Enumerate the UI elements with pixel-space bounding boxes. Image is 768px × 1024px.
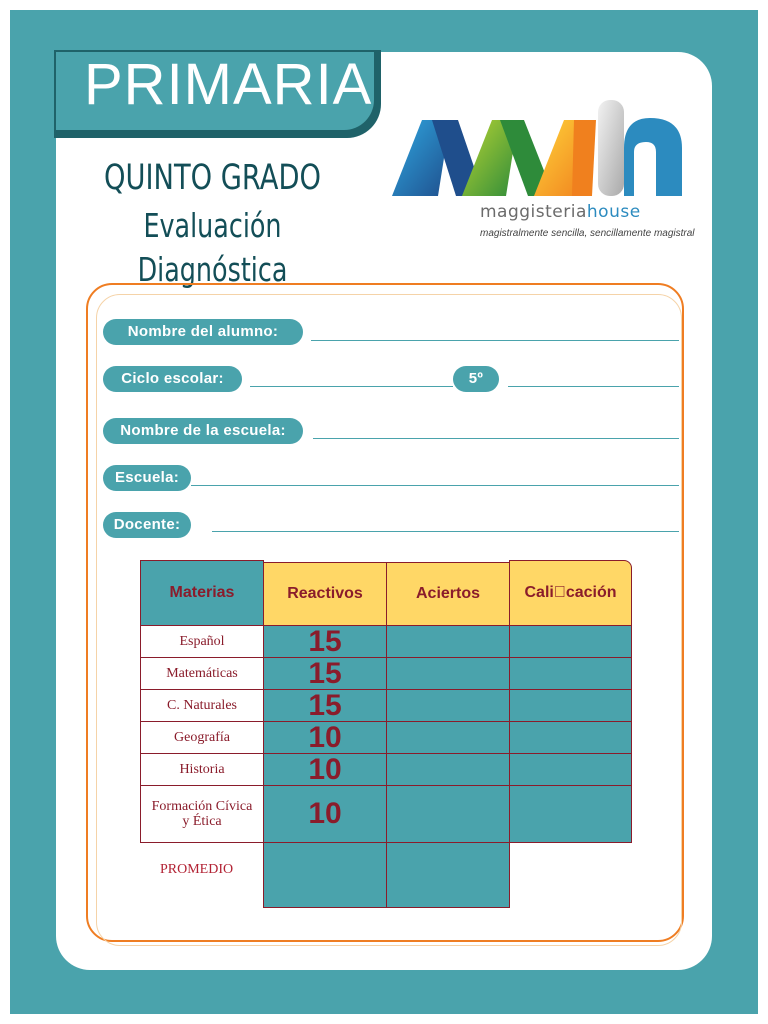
subject-cell: C. Naturales [140,689,264,722]
items-cell: 10 [263,785,387,843]
correct-cell[interactable] [386,689,510,722]
items-cell: 10 [263,721,387,754]
header-subjects: Materias [140,560,264,626]
school-cycle-line[interactable] [250,386,453,387]
average-correct-cell[interactable] [386,842,510,908]
school-name-line[interactable] [313,438,679,439]
subject-cell: Geografía [140,721,264,754]
school-label: Escuela: [103,465,191,491]
correct-cell[interactable] [386,625,510,658]
logo-wordmark-part1: maggisteria [480,202,587,222]
correct-cell[interactable] [386,721,510,754]
subject-cell: Historia [140,753,264,786]
grade-title: QUINTO GRADO [103,158,321,198]
items-cell: 10 [263,753,387,786]
grade-cell[interactable] [509,625,632,658]
grade-cell[interactable] [509,753,632,786]
level-title: PRIMARIA [84,52,373,117]
subject-cell: Español [140,625,264,658]
school-line[interactable] [191,485,679,486]
teacher-line[interactable] [212,531,679,532]
header-correct: Aciertos [386,562,510,626]
items-cell: 15 [263,625,387,658]
average-label: PROMEDIO [160,862,234,877]
student-name-line[interactable] [311,340,679,341]
correct-cell[interactable] [386,657,510,690]
logo-tagline: magistralmente sencilla, sencillamente magistral [480,228,695,239]
subject-cell: Formación Cívica y Ética [140,785,264,843]
grade-cell[interactable] [509,689,632,722]
subject-cell: Matemáticas [140,657,264,690]
grade-cell[interactable] [509,721,632,754]
grade-cell[interactable] [509,657,632,690]
logo-wordmark-part2: house [586,202,641,222]
header-items: Reactivos [263,562,387,626]
items-cell: 15 [263,689,387,722]
evaluation-title: Evaluación Diagnóstica [137,206,288,289]
school-cycle-line-2[interactable] [508,386,679,387]
items-cell: 15 [263,657,387,690]
header-grade: Cali cación [509,560,632,626]
maggisteria-logo-icon [388,96,694,248]
correct-cell[interactable] [386,753,510,786]
teacher-label: Docente: [103,512,191,538]
grade-badge: 5º [453,366,499,392]
school-name-label: Nombre de la escuela: [103,418,303,444]
grades-table [140,560,632,908]
grade-cell[interactable] [509,785,632,843]
average-items-cell[interactable] [263,842,387,908]
school-cycle-label: Ciclo escolar: [103,366,242,392]
logo-wordmark [480,202,641,222]
correct-cell[interactable] [386,785,510,843]
student-name-label: Nombre del alumno: [103,319,303,345]
